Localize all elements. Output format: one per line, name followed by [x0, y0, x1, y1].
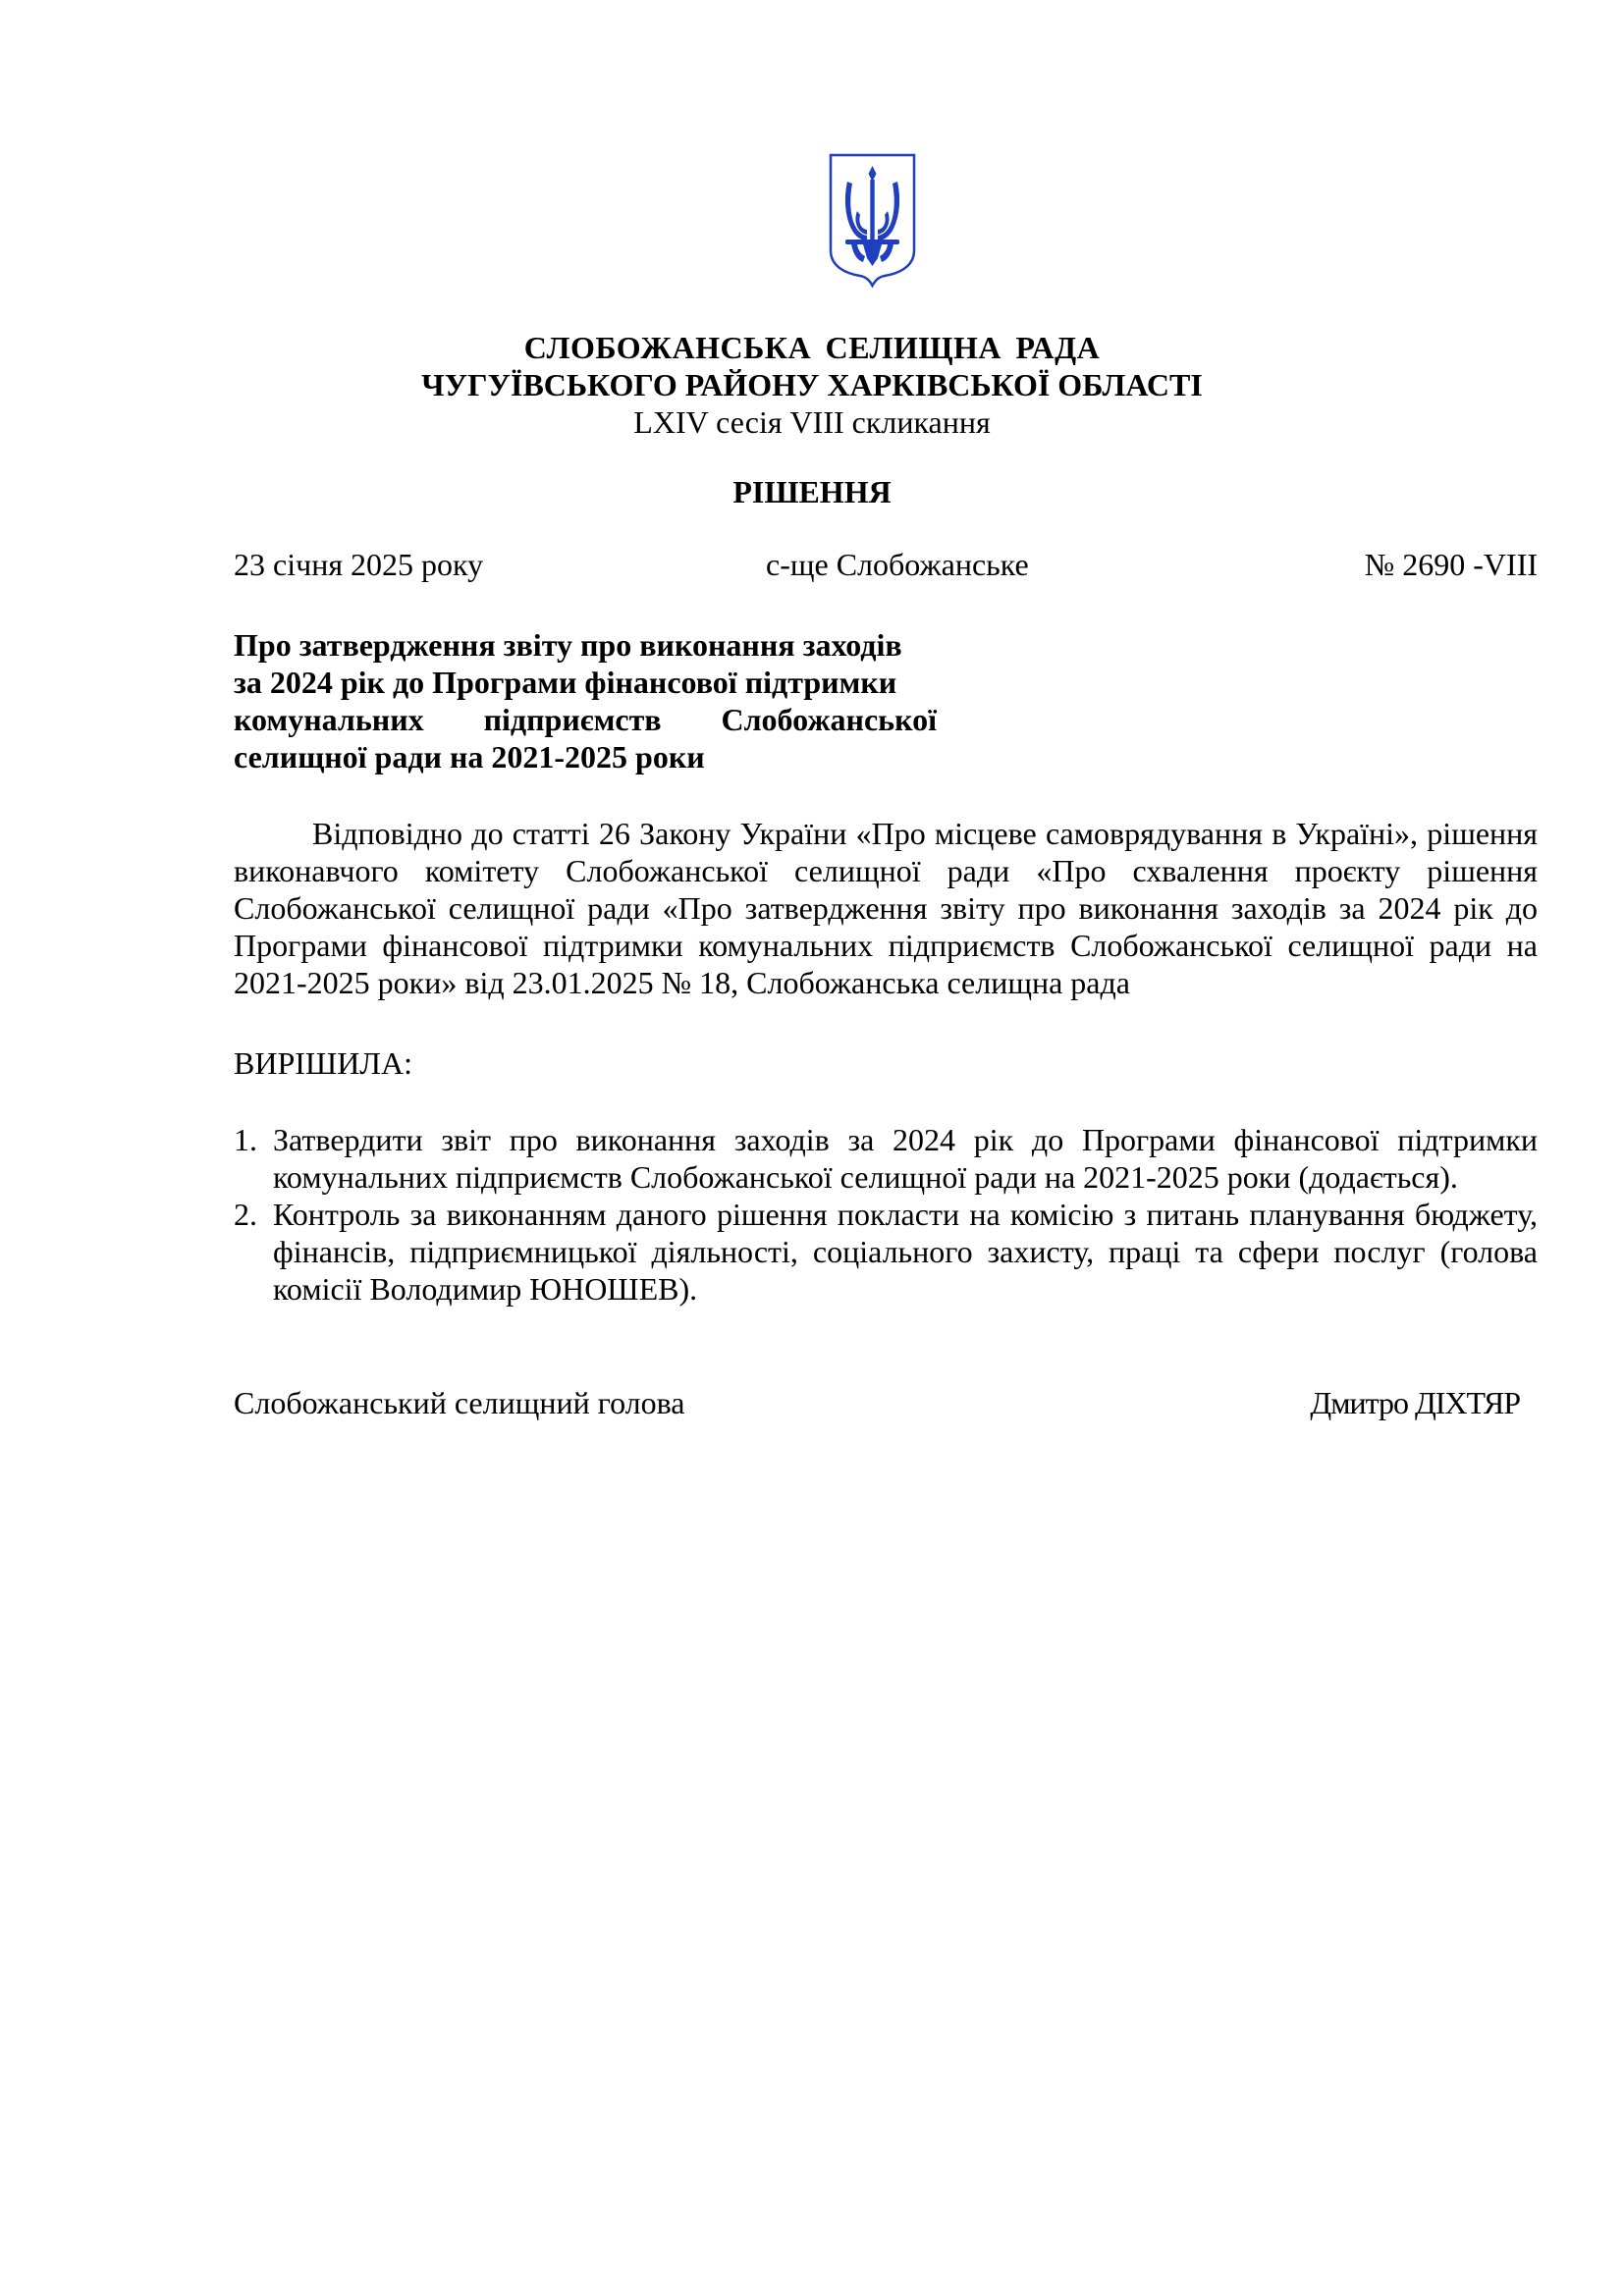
item-number: 1.: [234, 1122, 257, 1157]
session-info: LXIV сесія VIII скликання: [633, 404, 991, 440]
council-name-line1: СЛОБОЖАНСЬКА СЕЛИЩНА РАДА: [523, 330, 1101, 365]
decision-subject: [234, 626, 937, 775]
document-type-title: РІШЕННЯ: [732, 474, 892, 509]
signatory-role: Слобожанський селищний голова: [234, 1385, 685, 1420]
resolution-items: [234, 1121, 1538, 1308]
decision-place: с-ще Слобожанське: [766, 547, 1029, 582]
signatory-name: Дмитро ДІХТЯР: [1310, 1385, 1520, 1420]
decision-date: 23 січня 2025 року: [234, 547, 484, 582]
resolution-item: [234, 1196, 1538, 1308]
item-number: 2.: [234, 1197, 257, 1232]
decision-number: № 2690 -VIII: [1364, 547, 1538, 582]
subject-line: за 2024 рік до Програми фінансової підтримки: [234, 665, 897, 700]
signature-block: [234, 1384, 1520, 1421]
subject-line: селищної ради на 2021-2025 роки: [234, 739, 705, 774]
resolved-label: ВИРІШИЛА:: [234, 1045, 412, 1081]
decision-meta: [234, 546, 1538, 583]
council-name: [0, 329, 1624, 441]
item-text: Контроль за виконанням даного рішення покласти на комісію з питань планування бюджету, фінансів, підприємницької діяльності, соціального захисту, праці та сфери послуг (голова комісії Володимир ЮНОШЕВ).: [273, 1197, 1538, 1307]
subject-line: комунальних підприємств Слобожанської: [234, 702, 937, 737]
preamble-paragraph: Відповідно до статті 26 Закону України «Про місцеве самоврядування в Україні», рішення виконавчого комітету Слобожанської селищної ради «Про схвалення проєкту рішення Слобожанської селищної ради «Про затвердження звіту про виконання заходів за 2024 рік до Програми фінансової підтримки комунальних підприємств Слобожанської селищної ради на 2021-2025 роки» від 23.01.2025 № 18, Слобожанська селищна рада: [234, 816, 1538, 1000]
resolution-item: [234, 1121, 1538, 1196]
subject-line: Про затвердження звіту про виконання заходів: [234, 627, 902, 663]
coat-of-arms-icon: [828, 152, 917, 288]
council-name-line2: ЧУГУЇВСЬКОГО РАЙОНУ ХАРКІВСЬКОЇ ОБЛАСТІ: [421, 367, 1203, 402]
item-text: Затвердити звіт про виконання заходів за 2024 рік до Програми фінансової підтримки комунальних підприємств Слобожанської селищної ради на 2021-2025 роки (додається).: [273, 1122, 1538, 1195]
